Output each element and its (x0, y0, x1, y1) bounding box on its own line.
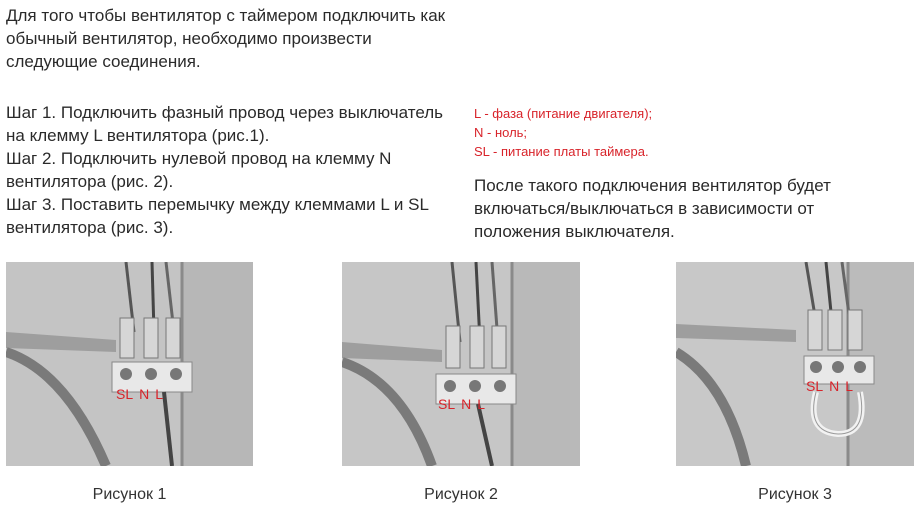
figure-3-photo (676, 262, 914, 466)
terminal-label-l: L (155, 386, 164, 402)
terminal-label-sl: SL (438, 396, 456, 412)
legend-n: N - ноль; (474, 125, 528, 140)
terminal-label-sl: SL (116, 386, 134, 402)
step-1: Шаг 1. Подключить фазный провод через выключатель на клемму L вентилятора (рис.1). (6, 103, 444, 145)
figure-3-caption: Рисунок 3 (758, 486, 832, 503)
terminal-label-l: L (845, 378, 854, 394)
figure-1-terminal-labels (116, 386, 163, 402)
figure-1-photo (6, 262, 253, 466)
connection-note: После такого подключения вентилятор будет включаться/выключаться в зависимости от положения выключателя. (474, 176, 831, 241)
legend-sl: SL - питание платы таймера. (474, 144, 649, 159)
step-2: Шаг 2. Подключить нулевой провод на клемму N вентилятора (рис. 2). (6, 149, 392, 191)
terminal-label-sl: SL (806, 378, 824, 394)
figure-1-caption: Рисунок 1 (92, 486, 167, 503)
terminal-label-n: N (139, 386, 150, 402)
figure-3-terminal-labels (806, 378, 853, 394)
terminal-label-l: L (477, 396, 486, 412)
figure-2-wiring-illustration (342, 262, 580, 466)
terminal-legend (474, 104, 774, 161)
figure-2-photo (342, 262, 580, 466)
terminal-label-n: N (461, 396, 472, 412)
step-3: Шаг 3. Поставить перемычку между клеммами L и SL вентилятора (рис. 3). (6, 195, 429, 237)
figure-2-terminal-labels (438, 396, 485, 412)
figure-2-caption: Рисунок 2 (424, 486, 498, 503)
steps-list (6, 101, 446, 239)
legend-l: L - фаза (питание двигателя); (474, 106, 653, 121)
figure-3-wiring-illustration (676, 262, 914, 466)
figure-1-wiring-illustration (6, 262, 253, 466)
intro-text: Для того чтобы вентилятор с таймером подключить как обычный вентилятор, необходимо произвести следующие соединения. (6, 6, 446, 71)
terminal-label-n: N (829, 378, 840, 394)
